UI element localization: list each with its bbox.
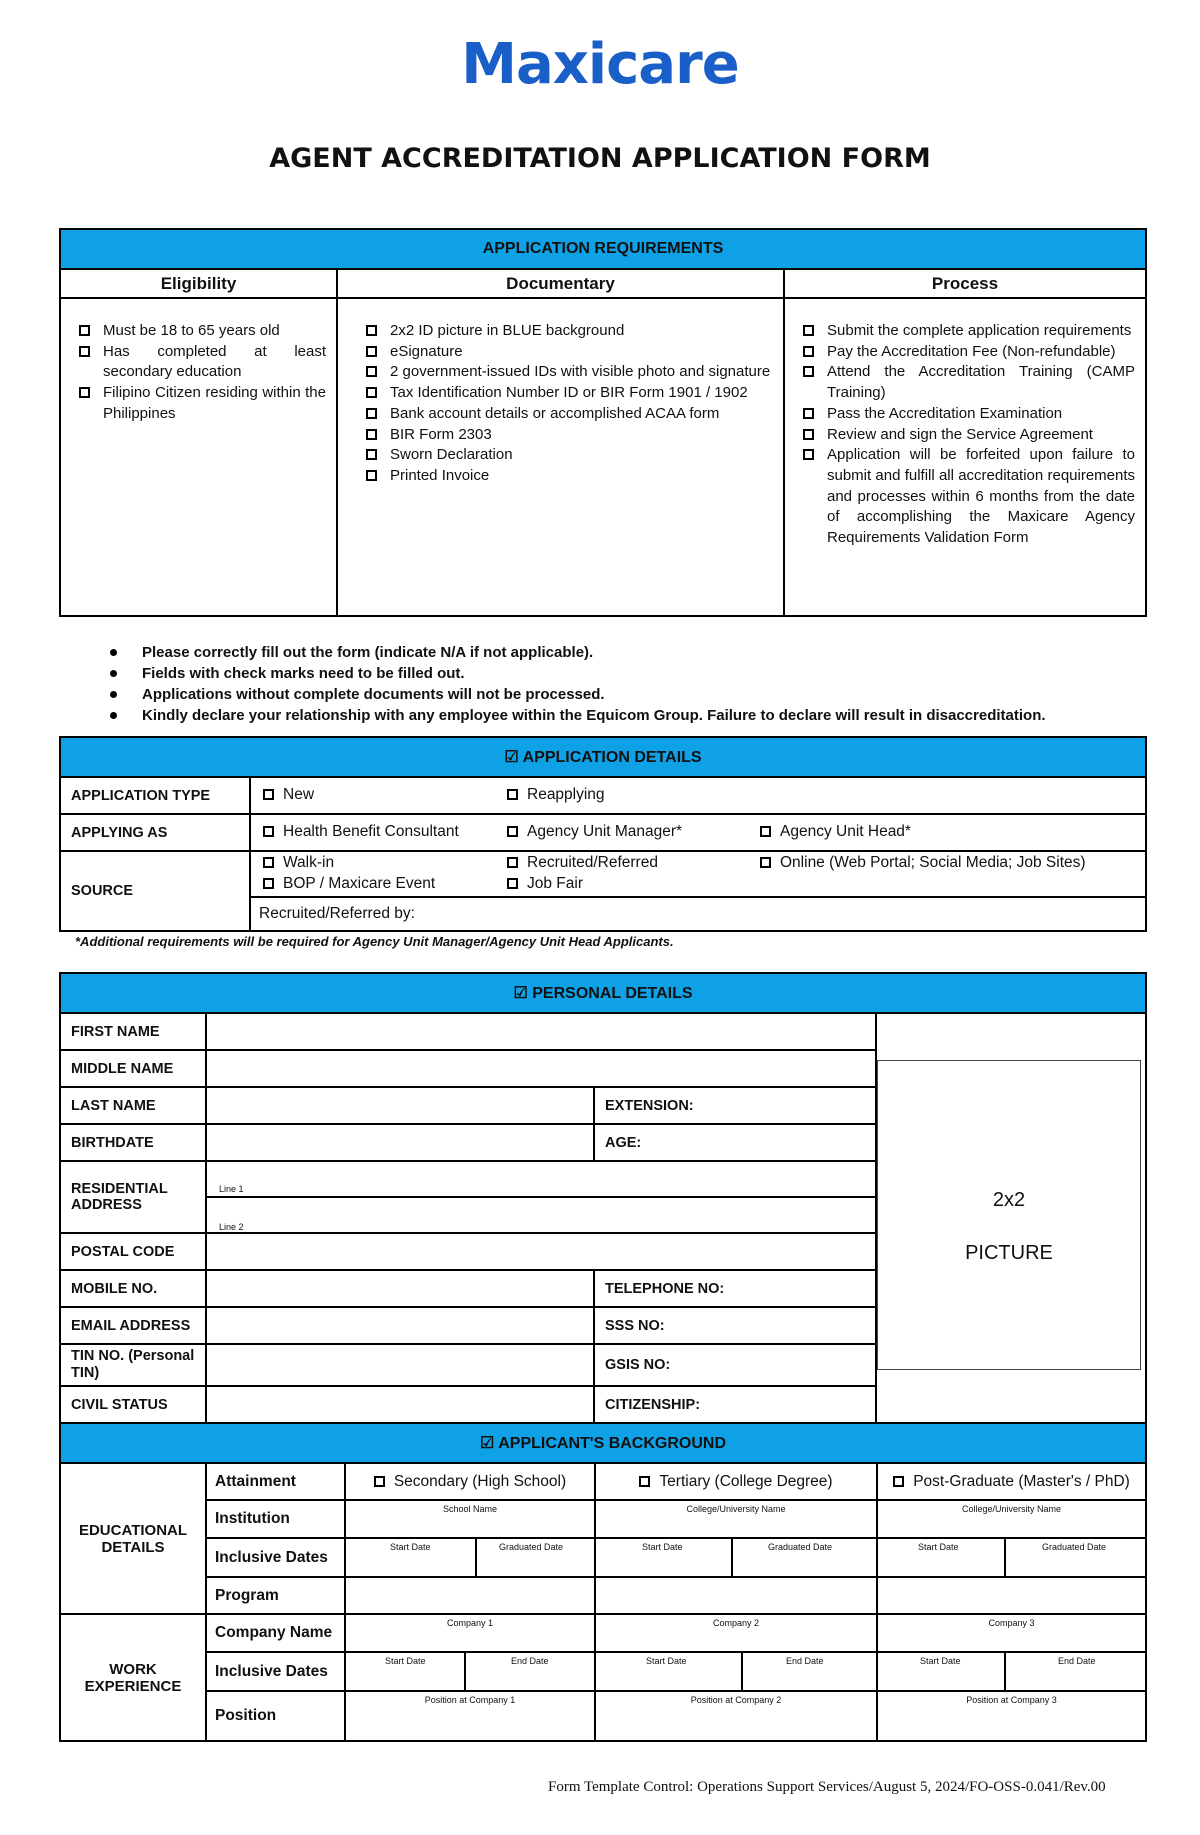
checkbox-icon[interactable] <box>507 826 518 837</box>
start-date-hint: Start Date <box>390 1542 431 1552</box>
email-label: EMAIL ADDRESS <box>60 1307 206 1344</box>
checkbox-icon[interactable] <box>366 429 377 440</box>
list-item <box>366 404 773 425</box>
personal-details-header: ☑ PERSONAL DETAILS <box>60 973 1146 1013</box>
checkbox-icon[interactable] <box>507 878 518 889</box>
checkbox-icon[interactable] <box>263 857 274 868</box>
divider <box>741 1653 743 1690</box>
footnote: *Additional requirements will be required for Agency Unit Manager/Agency Unit Head Applicants. <box>75 934 674 949</box>
process-list-cell <box>784 298 1146 616</box>
process-list <box>803 321 1135 549</box>
list-item-text: Has completed at least secondary education <box>103 342 326 381</box>
list-item-text: 2x2 ID picture in BLUE background <box>390 322 625 339</box>
option-new[interactable] <box>263 786 314 804</box>
list-item <box>366 342 773 363</box>
divider <box>1004 1539 1006 1576</box>
list-item-text: Pay the Accreditation Fee (Non-refundable) <box>827 342 1116 360</box>
applying-as-options <box>250 814 1146 851</box>
institution-field-3[interactable] <box>877 1500 1146 1538</box>
checkbox-icon[interactable] <box>893 1476 904 1487</box>
company-hint: Company 3 <box>988 1618 1035 1628</box>
first-name-field[interactable] <box>206 1013 876 1050</box>
checkbox-icon[interactable] <box>366 387 377 398</box>
option-health-benefit-consultant[interactable] <box>263 823 459 841</box>
line2-hint: Line 2 <box>219 1222 244 1232</box>
source-label: SOURCE <box>60 851 250 931</box>
source-options <box>250 851 1146 897</box>
checkbox-icon[interactable] <box>366 366 377 377</box>
option-agency-unit-head[interactable] <box>760 823 911 841</box>
option-bop-event[interactable] <box>263 875 435 893</box>
start-date-hint: Start Date <box>918 1542 959 1552</box>
civil-status-label: CIVIL STATUS <box>60 1386 206 1423</box>
checkbox-icon[interactable] <box>639 1476 650 1487</box>
work-dates-field-2[interactable] <box>595 1652 877 1691</box>
list-item <box>366 466 773 487</box>
list-item <box>79 321 326 342</box>
option-secondary[interactable] <box>345 1463 595 1500</box>
checkbox-icon[interactable] <box>803 325 814 336</box>
checkbox-icon[interactable] <box>803 408 814 419</box>
institution-field-2[interactable] <box>595 1500 877 1538</box>
citizenship-label[interactable]: CITIZENSHIP: <box>594 1386 876 1423</box>
list-item <box>803 362 1135 403</box>
option-post-graduate[interactable] <box>877 1463 1146 1500</box>
option-label: Agency Unit Head* <box>780 823 911 840</box>
edu-dates-field-3[interactable] <box>877 1538 1146 1577</box>
company-field-1[interactable] <box>345 1614 595 1652</box>
list-item <box>366 321 773 342</box>
form-template-control: Form Template Control: Operations Support Services/August 5, 2024/FO-OSS-0.041/Rev.00 <box>548 1779 1106 1795</box>
end-date-hint: End Date <box>511 1656 549 1666</box>
divider <box>475 1539 477 1576</box>
option-label: Health Benefit Consultant <box>283 823 459 840</box>
civil-status-field[interactable] <box>206 1386 594 1423</box>
email-field[interactable] <box>206 1307 594 1344</box>
checkbox-icon[interactable] <box>803 366 814 377</box>
option-label: BOP / Maxicare Event <box>283 875 436 892</box>
start-date-hint: Start Date <box>920 1656 961 1666</box>
eligibility-list-cell <box>60 298 337 616</box>
option-agency-unit-manager[interactable] <box>507 823 682 841</box>
application-type-options <box>250 777 1146 814</box>
start-date-hint: Start Date <box>646 1656 687 1666</box>
start-date-hint: Start Date <box>385 1656 426 1666</box>
applying-as-label: APPLYING AS <box>60 814 250 851</box>
list-item-text: BIR Form 2303 <box>390 425 492 443</box>
position-hint: Position at Company 1 <box>424 1695 516 1705</box>
middle-name-field[interactable] <box>206 1050 876 1087</box>
company-hint: Company 1 <box>446 1618 494 1628</box>
birthdate-field[interactable] <box>206 1124 594 1161</box>
address-line1-field[interactable] <box>206 1161 876 1197</box>
checkbox-icon[interactable] <box>366 470 377 481</box>
last-name-label: LAST NAME <box>60 1087 206 1124</box>
list-item <box>79 383 326 424</box>
edu-dates-field-1[interactable] <box>345 1538 595 1577</box>
list-item-text: Submit the complete application requirements <box>827 322 1132 339</box>
application-details-header: ☑ APPLICATION DETAILS <box>60 737 1146 777</box>
work-inclusive-dates-label: Inclusive Dates <box>206 1652 345 1691</box>
tin-label: TIN NO. (Personal TIN) <box>60 1344 206 1386</box>
list-item <box>803 425 1135 446</box>
option-job-fair[interactable] <box>507 875 583 893</box>
option-reapplying[interactable] <box>507 786 605 804</box>
institution-label: Institution <box>206 1500 345 1538</box>
option-label: Recruited/Referred <box>527 854 658 871</box>
checkbox-icon[interactable] <box>803 449 814 460</box>
address-label: RESIDENTIAL ADDRESS <box>60 1161 206 1233</box>
list-item-text: Printed Invoice <box>390 466 490 484</box>
age-label[interactable]: AGE: <box>594 1124 876 1161</box>
telephone-label[interactable]: TELEPHONE NO: <box>594 1270 876 1307</box>
sss-label[interactable]: SSS NO: <box>594 1307 876 1344</box>
requirements-header: APPLICATION REQUIREMENTS <box>60 229 1146 269</box>
list-item-text: eSignature <box>390 342 463 360</box>
checkbox-icon[interactable] <box>366 408 377 419</box>
checkbox-icon[interactable] <box>507 789 518 800</box>
checkbox-icon[interactable] <box>760 826 771 837</box>
list-item-text: 2 government-issued IDs with visible photo and signature <box>390 363 771 381</box>
option-label: Tertiary (College Degree) <box>659 1472 833 1490</box>
address-line2-field[interactable] <box>206 1197 876 1233</box>
option-label: Reapplying <box>527 786 605 803</box>
graduated-date-hint: Graduated Date <box>1042 1542 1107 1552</box>
list-item: Fields with check marks need to be filled out. <box>110 663 1046 684</box>
option-tertiary[interactable] <box>595 1463 877 1500</box>
position-field-3[interactable] <box>877 1691 1146 1741</box>
col-eligibility: Eligibility <box>60 269 337 298</box>
educational-details-label: EDUCATIONAL DETAILS <box>60 1463 206 1614</box>
option-label: Agency Unit Manager* <box>527 823 683 840</box>
maxicare-logo: Maxicare <box>461 32 739 97</box>
option-walk-in[interactable] <box>263 854 334 872</box>
list-item <box>366 383 773 404</box>
form-title: AGENT ACCREDITATION APPLICATION FORM <box>269 143 931 174</box>
program-field-1[interactable] <box>345 1577 595 1614</box>
work-dates-field-1[interactable] <box>345 1652 595 1691</box>
institution-field-1[interactable] <box>345 1500 595 1538</box>
college-name-hint: College/University Name <box>686 1504 786 1514</box>
option-label: Walk-in <box>283 854 335 871</box>
checkbox-icon[interactable] <box>263 826 274 837</box>
company-field-2[interactable] <box>595 1614 877 1652</box>
list-item-text: Filipino Citizen residing within the Philippines <box>103 384 326 422</box>
college-name-hint: College/University Name <box>961 1504 1062 1514</box>
documentary-list-cell <box>337 298 784 616</box>
picture-label-size: 2x2 <box>992 1189 1026 1211</box>
program-label: Program <box>206 1577 345 1614</box>
picture-placeholder[interactable] <box>877 1060 1141 1370</box>
list-item-text: Review and sign the Service Agreement <box>827 425 1093 443</box>
birthdate-label: BIRTHDATE <box>60 1124 206 1161</box>
position-field-2[interactable] <box>595 1691 877 1741</box>
checkbox-icon[interactable] <box>760 857 771 868</box>
mobile-field[interactable] <box>206 1270 594 1307</box>
list-item-text: Tax Identification Number ID or BIR Form 1901 / 1902 <box>390 384 748 402</box>
position-label: Position <box>206 1691 345 1741</box>
postal-code-field[interactable] <box>206 1233 876 1270</box>
school-name-hint: School Name <box>442 1504 498 1514</box>
checkbox-icon[interactable] <box>803 346 814 357</box>
background-table <box>59 1422 1147 1742</box>
option-label: New <box>283 786 315 803</box>
background-header: ☑ APPLICANT'S BACKGROUND <box>60 1423 1146 1463</box>
list-item: Applications without complete documents will not be processed. <box>110 684 1046 705</box>
checkbox-icon[interactable] <box>79 387 90 398</box>
list-item-text: Bank account details or accomplished ACAA form <box>390 404 720 422</box>
list-item: Kindly declare your relationship with any employee within the Equicom Group. Failure to declare will result in disaccreditation. <box>110 705 1046 726</box>
checkbox-icon[interactable] <box>507 857 518 868</box>
divider <box>731 1539 733 1576</box>
program-field-3[interactable] <box>877 1577 1146 1614</box>
mobile-label: MOBILE NO. <box>60 1270 206 1307</box>
checkbox-icon[interactable] <box>803 429 814 440</box>
tin-field[interactable] <box>206 1344 594 1386</box>
application-details-table <box>59 736 1147 932</box>
position-hint: Position at Company 2 <box>690 1695 782 1705</box>
start-date-hint: Start Date <box>642 1542 683 1552</box>
col-process: Process <box>784 269 1146 298</box>
last-name-field[interactable] <box>206 1087 594 1124</box>
application-type-label: APPLICATION TYPE <box>60 777 250 814</box>
checkbox-icon[interactable] <box>374 1476 385 1487</box>
middle-name-label: MIDDLE NAME <box>60 1050 206 1087</box>
checkbox-icon[interactable] <box>263 789 274 800</box>
edu-dates-field-2[interactable] <box>595 1538 877 1577</box>
checkbox-icon[interactable] <box>79 325 90 336</box>
list-item: Please correctly fill out the form (indicate N/A if not applicable). <box>110 642 1046 663</box>
graduated-date-hint: Graduated Date <box>499 1542 564 1552</box>
checkbox-icon[interactable] <box>263 878 274 889</box>
recruited-by-field[interactable]: Recruited/Referred by: <box>250 897 1146 931</box>
program-field-2[interactable] <box>595 1577 877 1614</box>
option-recruited-referred[interactable] <box>507 854 658 872</box>
position-field-1[interactable] <box>345 1691 595 1741</box>
postal-code-label: POSTAL CODE <box>60 1233 206 1270</box>
graduated-date-hint: Graduated Date <box>768 1542 833 1552</box>
list-item <box>366 425 773 446</box>
line1-hint: Line 1 <box>219 1184 244 1194</box>
divider <box>1004 1653 1006 1690</box>
eligibility-list <box>79 321 326 425</box>
work-dates-field-3[interactable] <box>877 1652 1146 1691</box>
list-item-text: Attend the Accreditation Training (CAMP Training) <box>827 363 1136 402</box>
inclusive-dates-label: Inclusive Dates <box>206 1538 345 1577</box>
gsis-label[interactable]: GSIS NO: <box>594 1344 876 1386</box>
col-documentary: Documentary <box>337 269 784 298</box>
work-experience-label: WORK EXPERIENCE <box>60 1614 206 1741</box>
documentary-list <box>366 321 773 487</box>
checkbox-icon[interactable] <box>366 346 377 357</box>
option-label: Post-Graduate (Master's / PhD) <box>913 1472 1130 1490</box>
requirements-table <box>59 228 1147 617</box>
list-item <box>803 404 1135 425</box>
checkbox-icon[interactable] <box>366 449 377 460</box>
checkbox-icon[interactable] <box>366 325 377 336</box>
company-field-3[interactable] <box>877 1614 1146 1652</box>
option-label: Job Fair <box>527 875 583 892</box>
divider <box>464 1653 466 1690</box>
picture-label-text: PICTURE <box>965 1242 1053 1264</box>
list-item <box>803 445 1135 549</box>
option-label: Secondary (High School) <box>393 1472 567 1490</box>
list-item <box>79 342 326 383</box>
extension-label[interactable]: EXTENSION: <box>594 1087 876 1124</box>
list-item-text: Sworn Declaration <box>390 446 513 464</box>
list-item <box>803 342 1135 363</box>
first-name-label: FIRST NAME <box>60 1013 206 1050</box>
end-date-hint: End Date <box>786 1656 824 1666</box>
instructions-list <box>110 642 1046 726</box>
position-hint: Position at Company 3 <box>966 1695 1057 1705</box>
option-label: Online (Web Portal; Social Media; Job Sites) <box>780 854 1086 871</box>
option-online[interactable] <box>760 854 1086 872</box>
company-name-label: Company Name <box>206 1614 345 1652</box>
attainment-label: Attainment <box>206 1463 345 1500</box>
list-item <box>366 362 773 383</box>
list-item <box>366 445 773 466</box>
list-item-text: Pass the Accreditation Examination <box>827 404 1063 422</box>
end-date-hint: End Date <box>1058 1656 1096 1666</box>
company-hint: Company 2 <box>712 1618 760 1628</box>
list-item-text: Must be 18 to 65 years old <box>103 322 280 339</box>
list-item-text: Application will be forfeited upon failure to submit and fulfill all accreditation requirements and processes within 6 months from the date of accomplishing the Maxicare Agency Requirements Validation Form <box>827 446 1136 547</box>
list-item <box>803 321 1135 342</box>
checkbox-icon[interactable] <box>79 346 90 357</box>
